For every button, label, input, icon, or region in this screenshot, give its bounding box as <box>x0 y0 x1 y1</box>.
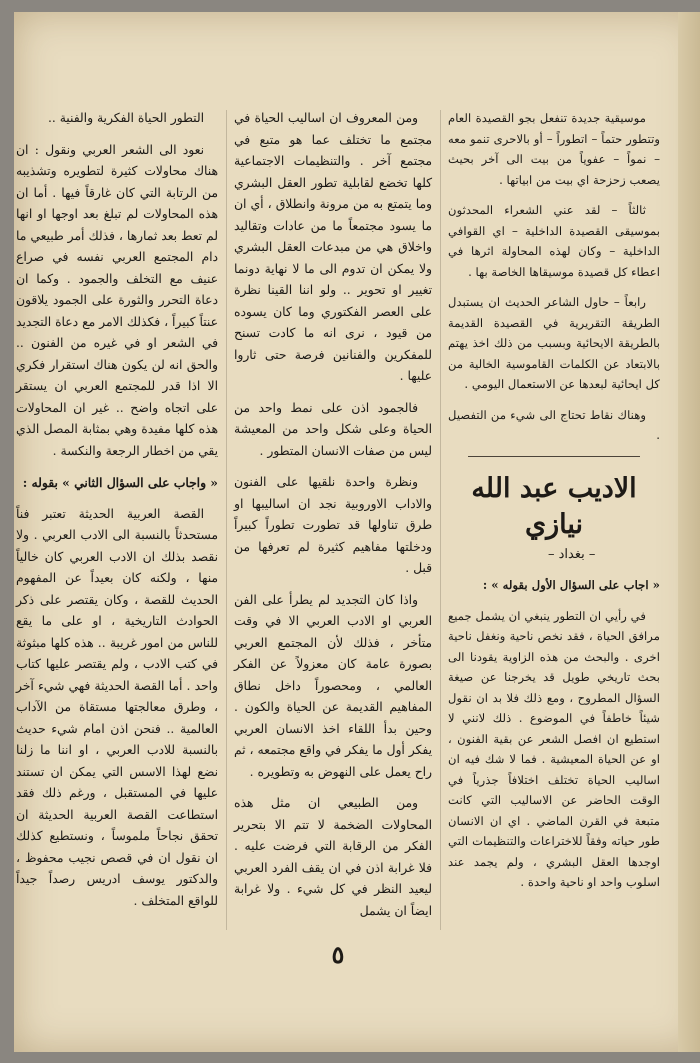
page-binding-edge <box>678 12 700 1052</box>
page-number: ٥ <box>331 940 345 969</box>
paragraph: القصة العربية الحديثة تعتبر فناً مستحدثاً بالنسبة الى الادب العربي . ولا نقصد بذلك ان الادب العربي كان خالياً منها ، ولكنه كان بعيداً عن المفهوم الحديث للقصة ، وكان يقتصر على ذكر الحوادث التاريخية ، او على ما يقع للناس من امور غريبة .. هذه كلها مبثوثة في كتب الادب ، ولم يقتصر عليها كتاب واحد . أما القصة الحديثة فهي شيء آخر ، وطرق معالجتها مستقاة من الآداب العالمية .. فنحن اذن امام شيء حديث بالنسبة للادب العربي ، او اننا ما زلنا نضع لهذا الاسس التي يمكن ان تستند عليها في المستقبل ، ورغم ذلك فقد استطاعت القصة العربية الحديثة ان تحقق نجاحاً ملموساً ، ونستطيع كذلك ان نقول ان في قصص نجيب محفوظ ، والدكتور يوسف ادريس رصداً جيداً للواقع المتخلف . <box>16 506 218 908</box>
paragraph: موسيقية جديدة تنفعل بجو القصيدة العام وتتطور حتماً – اتطوراً – أو بالاحرى تنمو معه – نمواً – عفوياً من بيت الى آخر بحيث يصعب زحزحة اي بيت من ابياتها . <box>448 111 660 187</box>
paragraph: ثالثاً – لقد عني الشعراء المحدثون بموسيقى القصيدة الداخلية – اي القوافي الداخلية – وكان لهذه المحاولة اثرها في اعطاء كل قصيدة موسيقاها الخاصة بها . <box>448 203 660 279</box>
question-heading: « اجاب على السؤال الأول بقوله » : <box>482 578 660 592</box>
paragraph: في رأيي ان التطور ينبغي ان يشمل جميع مرافق الحياة ، فقد نخص ناحية ونغفل ناحية اخرى . والبحث من هذه الزاوية يقودنا الى بحث تاريخي طويل قد يخرجنا عن صيغة السؤال المطروح ، ومع ذلك فلا بد ان نقول شيئاً خاطفاً في الموضوع . ذلك لانني لا استطيع ان افصل الشعر عن بقية الفنون ، او عن الحياة المعيشية . فما لا شك فيه ان اساليب الحياة تختلف اختلافاً جذرياً في الوقت الحاضر عن الاساليب التي كانت متبعة في القرن الماضي . اي ان الانسان طور حياته وفقاً للاختراعات والتنظيمات التي اوجدها العقل البشري ، ولم يجمد عند اسلوب واحد او ناحية واحدة . <box>448 608 660 889</box>
paragraph: فالجمود اذن على نمط واحد من الحياة وعلى شكل واحد من المعيشة ليس من صفات الانسان المتطور . <box>234 400 432 458</box>
paragraph: وهناك نقاط تحتاج الى شيء من التفصيل . <box>448 407 660 442</box>
paragraph: رابعاً – حاول الشاعر الحديث ان يستبدل الطريقة التقريرية في القصيدة القديمة بالطريقة الايحائية وبسبب من ذلك اخذ يهتم بالابتعاد عن الكلمات القاموسية الخالية من كل ايحائية لبعدها عن الاستعمال اليومي . <box>448 295 660 391</box>
column-divider <box>440 110 441 930</box>
question-heading: « واجاب على السؤال الثاني » بقوله : <box>22 475 218 490</box>
paragraph: ونظرة واحدة نلقيها على الفنون والاداب الاوروبية نجد ان اساليبها او طرق تناولها قد تطورت تطوراً كبيراً ودخلتها مفاهيم كثيرة لم تعرفها من قبل . <box>234 475 432 575</box>
middle-column <box>234 108 432 932</box>
section-divider <box>468 456 640 457</box>
author-heading: الاديب عبد الله نيازي <box>471 472 637 540</box>
column-divider <box>226 110 227 930</box>
paragraph: ومن الطبيعي ان مثل هذه المحاولات الضخمة لا تتم الا بتحرير الفكر من الرقابة التي فرضت عليه . فلا غرابة اذن في ان يقف الفرد العربي ليعيد النظر في كل شيء . ولا غرابة ايضاً ان يشمل <box>234 796 432 918</box>
paragraph: نعود الى الشعر العربي ونقول : ان هناك محاولات كثيرة لتطويره وتشذيبه من الرتابة التي كان غارقاً فيها . أما ان هذه المحاولات لم تبلغ بعد اوجها او انها لم تعط بعد ثمارها ، فذلك أمر طبيعي ما دام المجتمع العربي نفسه في صراع عنيف مع التخلف والجمود . وكما ان دعاة التحرر والثورة على الجمود يلاقون عنتاً كبيراً ، فكذلك الامر مع دعاة التجديد في الشعر او في غيره من الفنون .. والحق انه لن يكون هناك استقرار فكري الا اذا قدر للمجتمع العربي ان يستقر على اتجاه واضح .. غير ان المحاولات هذه كلها مفيدة وهي بمثابة المصل الذي يقي من اخطار الرجعة والنكسة . <box>16 142 218 458</box>
paragraph: ومن المعروف ان اساليب الحياة في مجتمع ما تختلف عما هو متبع في مجتمع آخر . والتنظيمات الاجتماعية كلها تخضع لقابلية تطور العقل البشري وما يتمتع به من مرونة وانطلاق ، أي ان ما يسود مجتمعاً ما من عادات وتقاليد واخلاق هي من مبدعات العقل البشري ولا يمكن ان تدوم الى ما لا نهاية دونما تغيير او تحوير .. ولو اننا القينا نظرة على العصر الفكتوري وما كان يسوده من قيود ، نرى انه ما كادت تسنح للمفكرين والفنانين فرصة حتى ثاروا عليها . <box>234 111 432 383</box>
right-column <box>448 108 660 903</box>
author-location: – بغداد – <box>548 546 596 562</box>
paragraph: واذا كان التجديد لم يطرأ على الفن العربي او الادب العربي الا في وقت متأخر ، فذلك لأن المجتمع العربي بصورة عامة كان معزولاً عن الفكر العالمي ، ومحصوراً داخل نطاق المفاهيم القديمة عن الحياة والكون . وحين بدأ اللقاء اخذ الانسان العربي يفكر أول ما يفكر في واقع مجتمعه ، ثم راح يعمل على النهوض به وتطويره . <box>234 592 432 779</box>
left-column <box>16 108 218 922</box>
paragraph: التطور الحياة الفكرية والفنية .. <box>47 111 204 125</box>
